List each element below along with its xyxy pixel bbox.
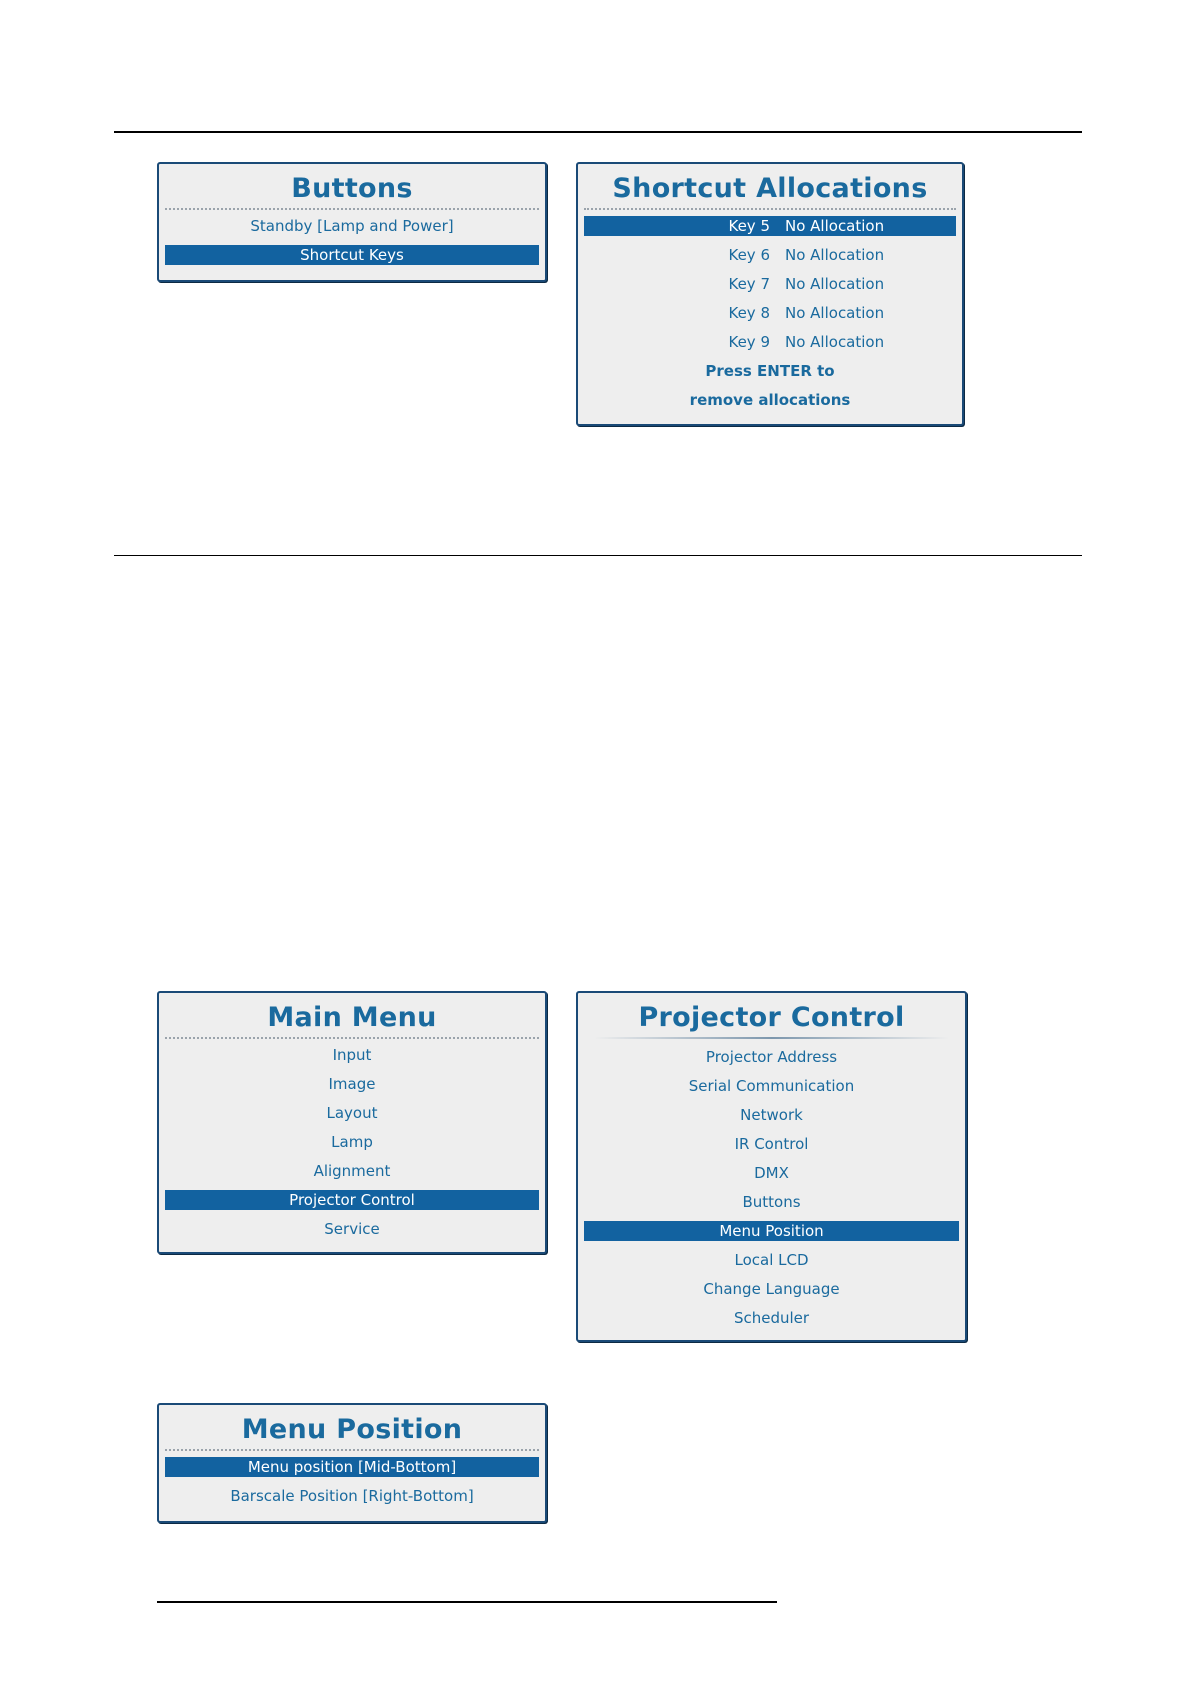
shortcut-allocations-panel [576,162,964,426]
menu-item-projector-address[interactable]: Projector Address [705,1048,838,1066]
main-menu-panel [157,991,547,1254]
instruction-text-line2: remove allocations [689,391,851,409]
key-label: Key 6 [728,246,770,264]
panel-title: Buttons [291,173,413,204]
allocation-value: No Allocation [785,333,885,351]
panel-title: Main Menu [267,1002,437,1033]
key-allocation-row[interactable] [584,274,956,294]
top-rule [114,131,1082,133]
allocation-value: No Allocation [785,217,885,235]
key-label: Key 5 [728,217,770,235]
allocation-value: No Allocation [785,304,885,322]
title-divider [165,1449,539,1451]
menu-item-projector-control[interactable]: Projector Control [165,1190,539,1210]
title-divider [584,208,956,210]
middle-rule [114,555,1082,556]
key-allocation-row[interactable] [584,332,956,352]
menu-item-shortcut-keys[interactable]: Shortcut Keys [165,245,539,265]
menu-item-input[interactable]: Input [332,1046,372,1064]
menu-item-ir-control[interactable]: IR Control [734,1135,809,1153]
menu-item-layout[interactable]: Layout [326,1104,378,1122]
key-label: Key 9 [728,333,770,351]
title-divider [165,208,539,210]
menu-item-barscale-position[interactable]: Barscale Position [Right-Bottom] [230,1487,474,1505]
menu-item-menu-position[interactable]: Menu Position [584,1221,959,1241]
menu-item-network[interactable]: Network [740,1106,803,1124]
instruction-text-line1: Press ENTER to [705,362,835,380]
menu-item-alignment[interactable]: Alignment [313,1162,391,1180]
title-divider [165,1037,539,1039]
panel-title: Shortcut Allocations [612,173,928,204]
menu-item-local-lcd[interactable]: Local LCD [734,1251,809,1269]
allocation-value: No Allocation [785,246,885,264]
menu-item-dmx[interactable]: DMX [754,1164,789,1182]
panel-title: Projector Control [638,1002,905,1033]
menu-position-panel [157,1403,547,1523]
menu-item-standby[interactable]: Standby [Lamp and Power] [250,217,454,235]
allocation-value: No Allocation [785,275,885,293]
title-divider [594,1037,949,1039]
menu-item-image[interactable]: Image [328,1075,376,1093]
menu-item-lamp[interactable]: Lamp [331,1133,373,1151]
key-allocation-row[interactable] [584,216,956,236]
footer-rule [157,1601,777,1603]
menu-item-scheduler[interactable]: Scheduler [733,1309,810,1327]
menu-item-service[interactable]: Service [324,1220,380,1238]
key-allocation-row[interactable] [584,245,956,265]
menu-item-menu-position[interactable]: Menu position [Mid-Bottom] [165,1457,539,1477]
menu-item-change-language[interactable]: Change Language [703,1280,840,1298]
key-label: Key 8 [728,304,770,322]
menu-item-buttons[interactable]: Buttons [742,1193,801,1211]
key-allocation-row[interactable] [584,303,956,323]
panel-title: Menu Position [241,1414,463,1445]
buttons-panel [157,162,547,282]
key-label: Key 7 [728,275,770,293]
projector-control-panel [576,991,967,1342]
menu-item-serial-communication[interactable]: Serial Communication [688,1077,855,1095]
